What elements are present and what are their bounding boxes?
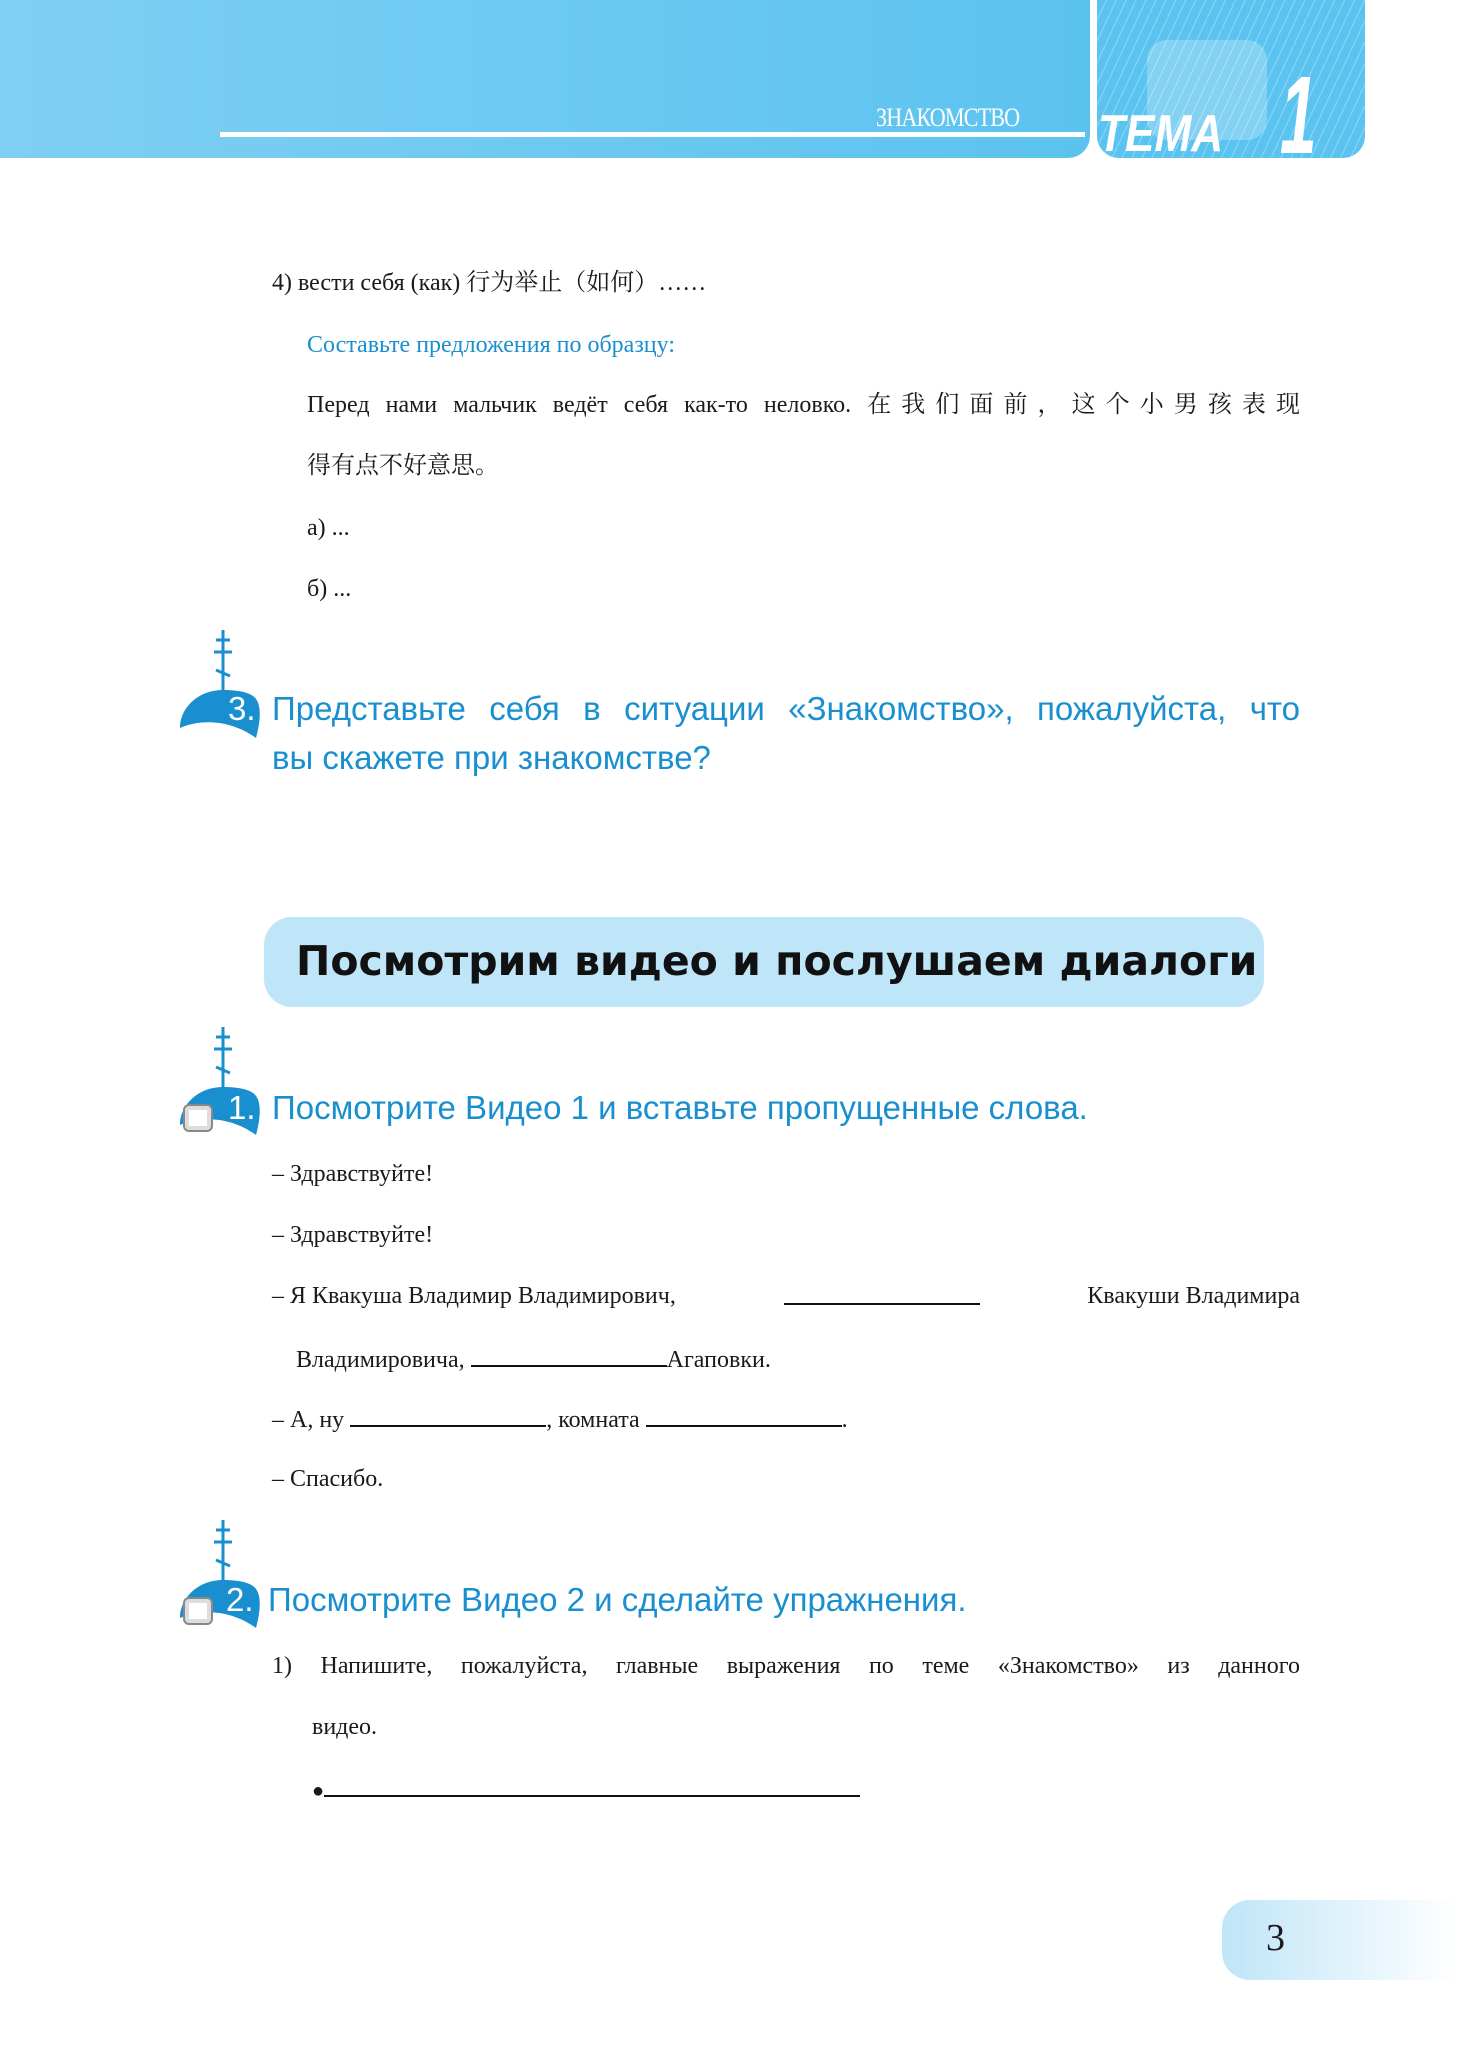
- banner-title: Посмотрим видео и послушаем диалоги: [296, 937, 1258, 985]
- example-line-1: Перед нами мальчик ведёт себя как-то неловко. 在我们面前，这个小男孩表现: [307, 392, 1300, 418]
- task3-line-2: вы скажете при знакомстве?: [272, 739, 711, 776]
- page-number-tab: [1222, 1900, 1457, 1980]
- dialog-line: [272, 1281, 1300, 1311]
- video2-title: Посмотрите Видео 2 и сделайте упражнения.: [268, 1581, 967, 1618]
- dialog-text: Владимировича,: [296, 1347, 465, 1373]
- dialog-text: – А, ну: [272, 1407, 345, 1433]
- tema-number: 1: [1280, 54, 1317, 177]
- bullet-icon: ●: [312, 1780, 325, 1802]
- question-1-line-2: видео.: [312, 1714, 378, 1740]
- dialog-text: , комната: [546, 1407, 640, 1433]
- answer-b: б) ...: [307, 576, 352, 602]
- page-number: 3: [1266, 1917, 1285, 1959]
- dialog-line: – Здравствуйте!: [272, 1161, 434, 1187]
- section-banner: [264, 917, 1264, 1007]
- blank-field[interactable]: [350, 1403, 546, 1427]
- dialog-line: [272, 1403, 848, 1435]
- answer-bullet: [312, 1773, 860, 1806]
- blank-field[interactable]: [646, 1403, 842, 1427]
- instruction: Составьте предложения по образцу:: [307, 332, 675, 358]
- section-title: ЗНАКОМСТВО: [876, 103, 1020, 132]
- tema-label: ТЕМА: [1098, 105, 1224, 163]
- video1-title: Посмотрите Видео 1 и вставьте пропущенные слова.: [272, 1089, 1088, 1126]
- dome-video-badge-icon: [178, 1518, 268, 1638]
- dialog-line: – Здравствуйте!: [272, 1222, 434, 1248]
- dialog-text: Агаповки.: [666, 1347, 771, 1373]
- dialog-line: [296, 1343, 771, 1375]
- blank-field[interactable]: [784, 1281, 980, 1305]
- dialog-text: Квакуши Владимира: [1087, 1283, 1300, 1309]
- blank-field[interactable]: [471, 1343, 667, 1367]
- dialog-text: .: [841, 1407, 848, 1433]
- answer-a: а) ...: [307, 515, 350, 541]
- answer-line-field[interactable]: [324, 1773, 860, 1797]
- example-line-2: 得有点不好意思。: [307, 453, 499, 479]
- exercise-item-4: 4) вести себя (как) 行为举止（如何）……: [272, 270, 707, 296]
- dome-badge-icon: [178, 628, 268, 748]
- question-1-line-1: 1) Напишите, пожалуйста, главные выражения по теме «Знакомство» из данного: [272, 1653, 1300, 1679]
- task3-line-1: Представьте себя в ситуации «Знакомство», пожалуйста, что: [272, 690, 1300, 727]
- dialog-line: – Спасибо.: [272, 1466, 384, 1492]
- dialog-text: – Я Квакуша Владимир Владимирович,: [272, 1283, 676, 1309]
- video1-number: 1.: [228, 1089, 256, 1126]
- video2-number: 2.: [226, 1581, 254, 1618]
- task3-number: 3.: [228, 690, 256, 727]
